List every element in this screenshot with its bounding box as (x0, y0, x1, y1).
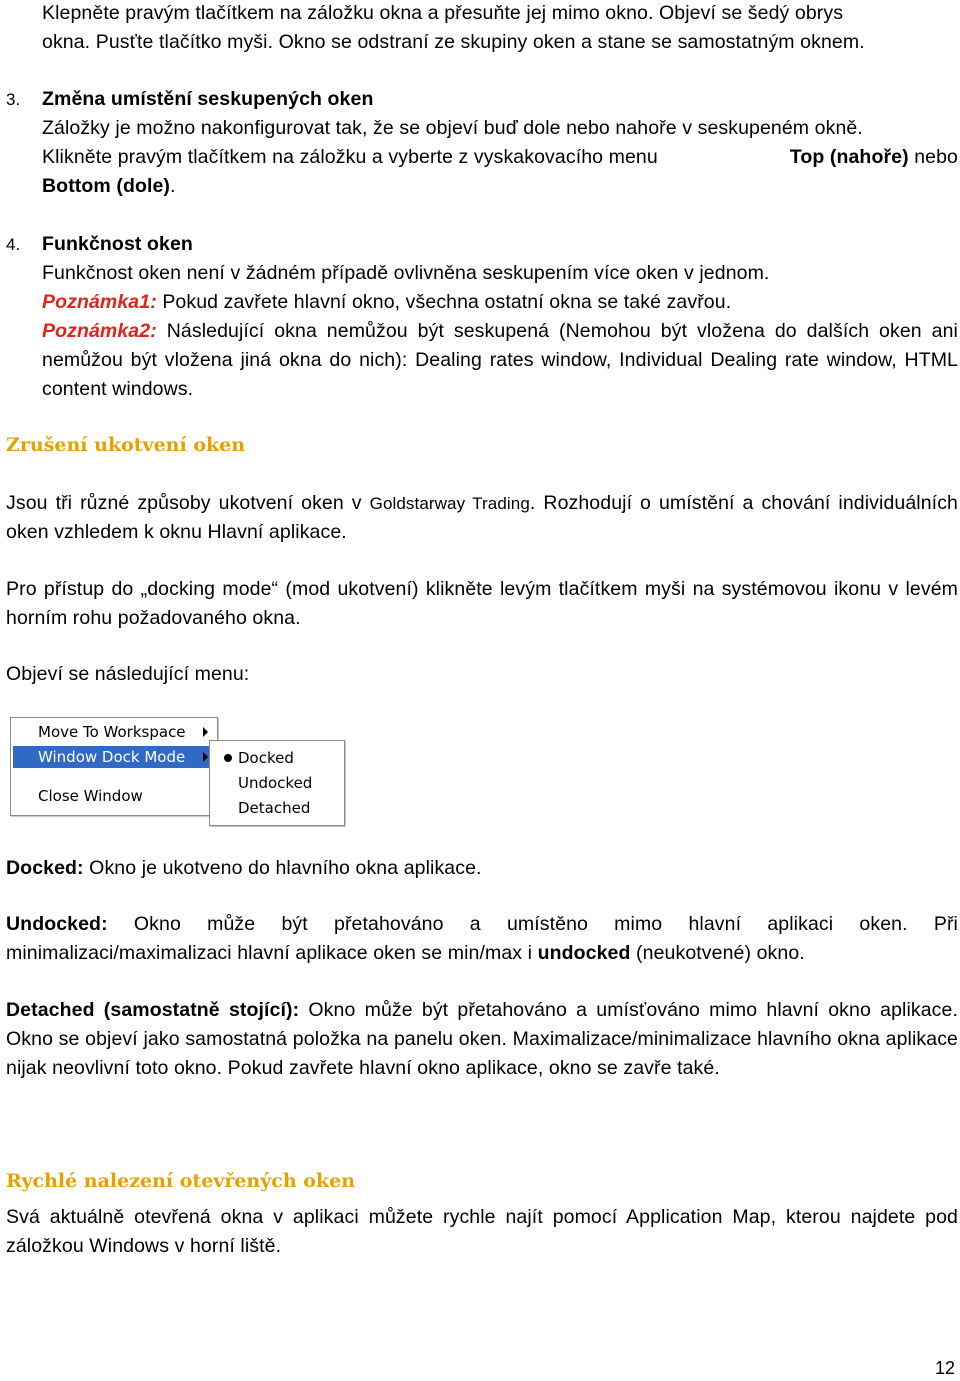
menu-item-close-window[interactable] (13, 785, 215, 807)
undocked-description (6, 910, 958, 968)
undock-paragraph-2: Pro přístup do „docking mode“ (mod ukotvení) klikněte levým tlačítkem myši na systémovou ikonu v levém horním rohu požadovaného okna. (6, 578, 958, 629)
submenu-item-docked[interactable]: Docked (238, 749, 294, 767)
item-3-option-bottom: Bottom (dole) (42, 175, 171, 197)
item-4-note-2 (42, 317, 958, 404)
menu-item-label: Close Window (38, 787, 143, 805)
dock-mode-submenu (209, 740, 345, 826)
item-4-number: 4. (6, 235, 21, 254)
item-3-option-top: Top (nahoře) (789, 146, 909, 168)
submenu-item-detached[interactable]: Detached (238, 799, 311, 817)
note-1-label: Poznámka1: (42, 291, 157, 313)
docked-label: Docked: (6, 857, 84, 879)
undock-paragraph-3: Objeví se následující menu: (6, 663, 250, 685)
submenu-item-undocked[interactable]: Undocked (238, 774, 313, 792)
item-4-title: Funkčnost oken (42, 233, 193, 255)
brand-name: Goldstarway Trading (369, 494, 530, 513)
undocked-text-post: (neukotvené) okno. (636, 942, 805, 964)
submenu-arrow-icon (203, 752, 208, 762)
item-3-line-2 (42, 143, 958, 172)
undocked-text-pre: Okno může být přetahováno a umístěno mimo hlavní aplikaci oken. Při minimalizaci/maximalizaci hlavní aplikace oken se min/max i (6, 913, 958, 964)
detached-text: Okno může být přetahováno a umísťováno mimo hlavní okno aplikace. Okno se objeví jako samostatná položka na panelu oken. Maximalizace/minimalizace hlavního okna aplikace nijak neovlivní toto okno. Pokud zavřete hlavní okno aplikace, okno se zavře také. (6, 999, 958, 1079)
undock-p1-post: . Rozhodují o umístění a chování individuálních oken vzhledem k oknu Hlavní aplikace. (6, 492, 958, 543)
docked-description (6, 854, 958, 883)
undocked-label: Undocked: (6, 913, 108, 935)
undocked-bold: undocked (537, 942, 631, 964)
intro-line-1: Klepněte pravým tlačítkem na záložku okna a přesuňte jej mimo okno. Objeví se šedý obrys (42, 2, 844, 24)
section-heading-find: Rychlé nalezení otevřených oken (6, 1170, 356, 1192)
detached-description (6, 996, 958, 1083)
section-heading-undock: Zrušení ukotvení oken (6, 434, 246, 456)
item-3-line-3-post: . (170, 175, 176, 197)
menu-item-move-to-workspace[interactable] (13, 721, 215, 743)
undock-paragraph-1 (6, 489, 958, 547)
find-paragraph-1: Svá aktuálně otevřená okna v aplikaci můžete rychle najít pomocí Application Map, kterou najdete pod záložkou Windows v horní liště. (6, 1206, 958, 1257)
system-menu (10, 717, 218, 816)
menu-item-window-dock-mode[interactable] (13, 746, 215, 768)
intro-line-2: okna. Pusťte tlačítko myši. Okno se odstraní ze skupiny oken a stane se samostatným oknem. (42, 31, 865, 53)
item-3-title: Změna umístění seskupených oken (42, 88, 374, 110)
item-3-line-2-post: nebo (914, 146, 958, 168)
note-1-text: Pokud zavřete hlavní okno, všechna ostatní okna se také zavřou. (162, 291, 732, 313)
item-3-line-2-pre: Klikněte pravým tlačítkem na záložku a vyberte z vyskakovacího menu (42, 146, 658, 168)
item-3-number: 3. (6, 90, 21, 109)
docked-text: Okno je ukotveno do hlavního okna aplikace. (89, 857, 482, 879)
note-2-label: Poznámka2: (42, 320, 157, 342)
menu-item-label: Window Dock Mode (38, 748, 186, 766)
item-4-note-1 (42, 288, 958, 317)
note-2-text: Následující okna nemůžou být seskupená (Nemohou být vložena do dalších oken ani nemůžou být vložena jiná okna do nich): Dealing rates window, Individual Dealing rate window, HTML content windows. (42, 320, 958, 400)
page-number: 12 (934, 1358, 955, 1378)
submenu-arrow-icon (203, 727, 208, 737)
item-3-line-1: Záložky je možno nakonfigurovat tak, že se objeví buď dole nebo nahoře v seskupeném okně. (42, 117, 863, 139)
item-3-line-3 (42, 172, 176, 201)
undock-p1-pre: Jsou tři různé způsoby ukotvení oken v (6, 492, 362, 514)
radio-bullet-icon (224, 754, 232, 762)
item-4-line-1: Funkčnost oken není v žádném případě ovlivněna seskupením více oken v jednom. (42, 262, 770, 284)
menu-item-label: Move To Workspace (38, 723, 186, 741)
detached-label: Detached (samostatně stojící): (6, 999, 300, 1021)
